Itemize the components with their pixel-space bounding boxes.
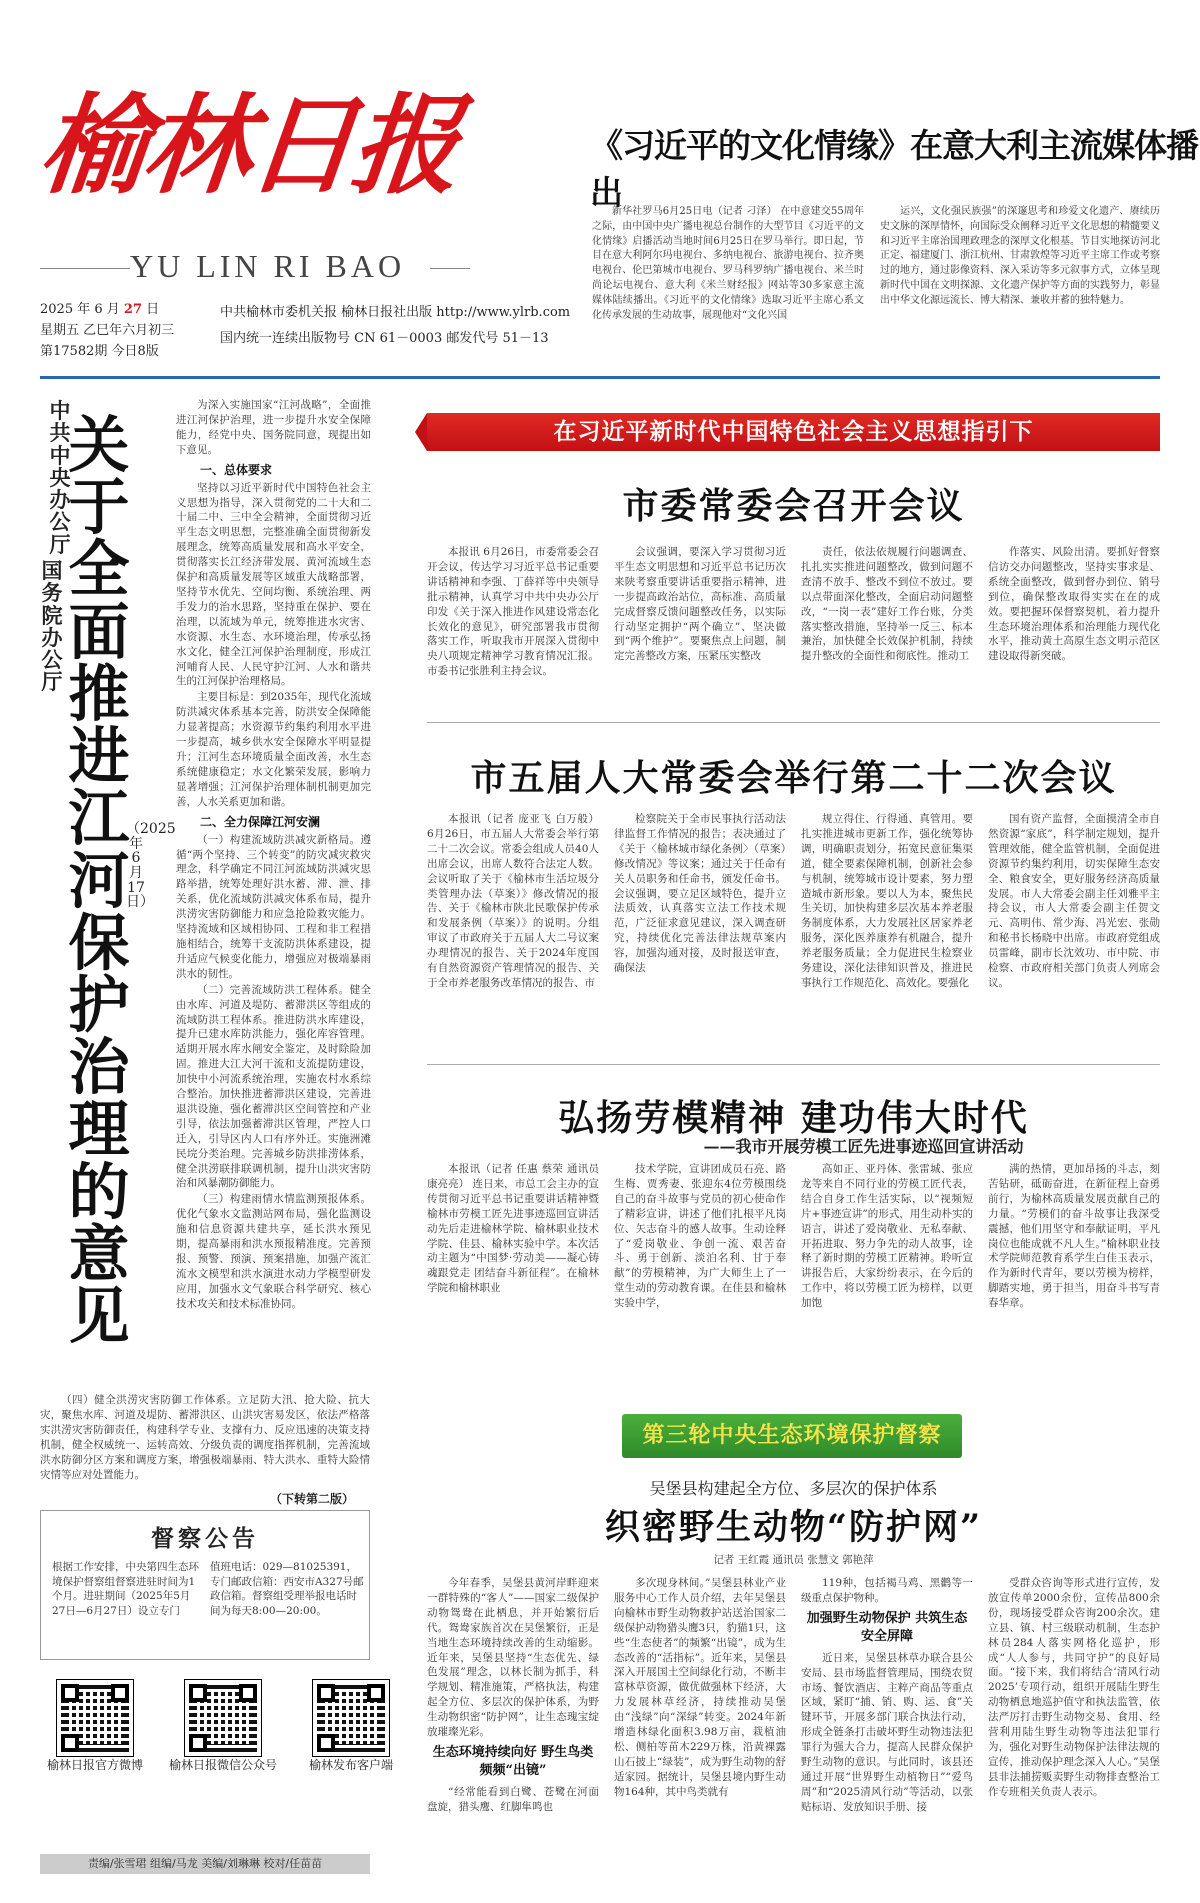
qr-code-icon[interactable] [57,1680,133,1756]
cn-line: 国内统一连续出版物号 CN 61－0003 邮发代号 51－13 [220,331,549,346]
date-suffix: 日 [146,302,160,317]
story-b-col: 本报讯（记者 庞亚飞 白万般） 6月26日，市五届人大常委会举行第二十二次会议。常委会组成人员40人出席会议，出席人数符合法定人数。会议听取了关于《榆林市生活垃圾分类管理办法（草案）》修改情况的报告、关于《榆林市陕北民歌保护传承和发展条例（草案）》的说明。分组审议了市政府关于五届人大二号议案办理情况的报告、关于2024年度国有自然资源资产管理情况的报告、关于全市养老服务改革情况的报告、市 [427,813,599,989]
divider [430,268,470,269]
divider [427,1064,1160,1065]
qr-caption: 榆林发布客户端 [308,1758,393,1772]
qr-code-icon[interactable] [313,1680,389,1756]
paragraph: 119种，包括褐马鸡、黑鹳等一级重点保护物种。 [801,1577,973,1604]
issuer-col2: 国务院办公厅 [41,558,63,695]
qr-item[interactable] [296,1680,406,1773]
article-body [176,398,371,1313]
notice-text-right: 值班电话：029—81025391，专门邮政信箱：西安市A327号邮政信箱。督察组受理举报电话时间为每天8:00—20:00。 [210,1561,364,1618]
issuer-col1: 中共中央办公厅 [49,398,71,557]
paragraph: 坚持以习近平新时代中国特色社会主义思想为指导，深入贯彻党的二十大和二十届二中、三中全会精神，全面贯彻习近平生态文明思想，完整准确全面贯彻新发展理念，统筹高质量发展和高水平安全，贯彻落实长江经济带发展、黄河流域生态保护和高质量发展等区域重大战略部署，坚持节水优先、空间均衡、系统治理、两手发力的治水思路，坚持重在保护、要在治理，以流域为单元，统筹推进水灾害、水资源、水生态、水环境治理，传承弘扬水文化，健全江河保护治理制度，形成江河哺育人民、人民守护江河、人水和谐共生的江河保护治理格局。 [176,481,371,688]
date-day: 27 [123,302,142,317]
qr-group [40,1680,406,1773]
section-heading: 一、总体要求 [200,462,273,477]
story-d-subtitle: 吴堡县构建起全方位、多层次的保护体系 [649,1479,938,1498]
publisher-line: 中共榆林市委机关报 榆林日报社出版 http://www.ylrb.com [220,305,571,320]
story-d-col: 多次现身林间。”吴堡县林业产业服务中心工作人员介绍，去年吴堡县向榆林市野生动物救护站送治国家二级保护动物猎头鹰3只，豹猫1只，这些“生态使者”的频繁“出镜”，成为生态改善的“活指标”。近年来，吴堡县深入开展国土空间绿化行动，不断丰富林草资源，做优做强林下经济，大力发展林草经济，持续推动吴堡由“浅绿”向“深绿”转变。2024年新增造林绿化面积3.98万亩，栽植油松、侧柏等苗木229万株，沿黄裸露山石披上“绿装”，成为野生动物的舒适家园。据统计，吴堡县境内野生动物164种，其中鸟类就有 [614,1577,786,1798]
article-body-bottom [40,1393,370,1483]
story-c-col: 高如正、亚丹体、张雷城、张应龙等来自不同行业的劳模工匠代表，结合自身工作生活实际，以“视频短片+事迹宣讲”的形式，用生动朴实的语言，讲述了爱岗敬业、无私奉献、开拓进取、努力争先的动人故事，诠释了新时期的劳模工匠精神。聆听宣讲报告后，大家纷纷表示，在今后的工作中，将以劳模工匠为榜样，以更加饱 [801,1163,973,1310]
top-headline[interactable]: 《习近平的文化情缘》在意大利主流媒体播出 [590,126,1198,212]
date-block [40,300,174,362]
paragraph: 主要目标是：到2035年，现代化流域防洪减灾体系基本完善，防洪安全保障能力显著提高；水资源节约集约利用水平进一步提高，城乡供水安全保障水平明显提升；江河生态环境质量全面改善，水生态系统健康稳定；水文化繁荣发展，影响力显著增强；江河保护治理体制机制更加完善，人水关系更加和谐。 [176,691,371,808]
story-d-col: 受群众咨询等形式进行宣传，发放宣传单2000余份，宣传品800余份，现场接受群众咨询200余次。建立县、镇、村三级联动机制，生态护林员284人落实网格化巡护，形成“人人参与，共同守护”的良好局面。“接下来，我们将结合‘清风行动2025’专项行动，组织开展陆生野生动物栖息地巡护值守和执法监管，依法严厉打击野生动物交易、食用、经营利用陆生野生动物等违法犯罪行为，强化对野生动物保护法律法规的宣传，推动保护理念深入人心。”吴堡县非法捕捞贩卖野生动物排查整治工作专班相关负责人表示。 [988,1577,1160,1798]
paragraph: （四）健全洪涝灾害防御工作体系。立足防大汛、抢大险、抗大灾，聚焦水库、河道及堤防、蓄滞洪区、山洪灾害易发区，依法严格落实洪涝灾害防御责任，构建科学专业、支撑有力、反应迅速的决策支持机制，健全权威统一、运转高效、分级负责的调度指挥机制，完善流域洪水防御分区方案和调度方案，增强极端暴雨、特大洪水、重特大险情灾情等应对处置能力。 [40,1394,370,1481]
logo-text: 榆林日报 [33,83,463,209]
paragraph: （二）完善流域防洪工程体系。健全由水库、河道及堤防、蓄滞洪区等组成的流域防洪工程体系。推进防洪水库建设，提升已建水库防洪能力，强化库容管理。适期开展水库水闸安全鉴定，及时除险加固。推进大江大河干流和支流提防建设，加快中小河流系统治理，实施农村水系综合整治。加快推进蓄滞洪区建设，完善进退洪设施，强化蓄滞洪区空间管控和产业引导，依法加强蓄滞洪区管理，严控人口迁入，引导区内人口有序外迁。实施洲滩民垸分类治理。完善城乡防洪排涝体系，健全洪涝联排联调机制，提升山洪灾害防治和风暴潮防御能力。 [176,983,371,1190]
intro-paragraph: 为深入实施国家“江河战略”，全面推进江河保护治理，进一步提升水安全保障能力，经党中央、国务院同意，现提出如下意见。 [176,399,371,456]
story-a-headline[interactable]: 市委常委会召开会议 [622,485,965,527]
paragraph: （一）构建流域防洪减灾新格局。遵循“两个坚持、三个转变”的防灾减灾救灾理念，科学确定不同江河流域防洪减灾思路举措，统筹处理好洪水蓄、滞、泄、排关系，优化流域防洪减灾体系布局，提升洪涝灾害防御能力和应急抢险救灾能力。坚持流域和区域相协同、工程和非工程措施相结合，统筹干支流防洪体系建设，提升适应气候变化能力，增强应对极端暴雨洪水的韧性。 [176,833,371,980]
paragraph: 今年春季，吴堡县黄河岸畔迎来一群特殊的“客人”——国家二级保护动物鸳鸯在此栖息，并开始繁衍后代。鸳鸯家族首次在吴堡繁衍，正是当地生态环境持续改善的生动缩影。近年来，吴堡县坚持“生态优先、绿色发展”理念，以林长制为抓手，科学规划、精准施策，严格执法，构建起全方位、多层次的保护体系，为野生动物织密“防护网”，让生态瑰宝绽放璀璨光彩。 [427,1577,599,1739]
story-c-headline[interactable]: 弘扬劳模精神 建功伟大时代 [558,1097,1029,1139]
paragraph: 近日来，吴堡县林草办联合县公安局、县市场监督管理局，围绕农贸市场、餐饮酒店、主粹产商品等重点区域，紧盯“捕、销、购、运、食”关键环节，开展多部门联合执法行动，形成全链条打击破坏野生动物违法犯罪行为强大合力，提高人民群众保护野生动物的意识。与此同时，该县还通过开展“世界野生动植物日”“爱鸟周”和“2025清风行动”等活动，以张贴标语、发放知识手册、接 [801,1651,973,1813]
story-a-col: 责任，依法依规履行问题调查、扎扎实实推进问题整改，做到问题不查清不放手、整改不到位不放过。要以点带面深化整改，全面启动问题整改，“一岗一表”建好工作台账，分类落实整改措施，坚持举一反三、标本兼治，加快健全长效保护机制，持续提升整改的全面性和彻底性。推动工 [801,546,973,663]
story-c-col: 满的热情，更加昂扬的斗志，刻苦钻研，砥砺奋进，在新征程上奋勇前行，为榆林高质量发展贡献自己的力量。“劳模们的奋斗故事让我深受震撼，他们用坚守和奉献证明，平凡岗位也能成就不凡人生。”榆林职业技术学院师范教育系学生白佳玉表示，作为新时代青年，要以劳模为榜样，脚踏实地，勇于担当，用奋斗书写青春华章。 [988,1163,1160,1310]
story-c-col: 技术学院，宣讲团成员石亮、路生梅、贾秀妻、张迎东4位劳模围绕自己的奋斗故事与党员的初心使命作了精彩宣讲，讲述了他们扎根平凡岗位、矢志奋斗的感人故事。生动诠释了“爱岗敬业、争创一流、艰苦奋斗、勇于创新、淡泊名利、甘于奉献”的劳模精神，为广大师生上了一堂生动的劳动教育课。在佳县和榆林实验中学， [614,1163,786,1310]
publication-info [220,300,570,352]
logo-pinyin: YU LIN RI BAO [130,248,406,284]
story-b-col: 规立得住、行得通、真管用。要扎实推进城市更新工作，强化统筹协调，明确职责划分，拓宽民意征集渠道，健全要素保障机制，创新社会参与机制，统筹城市设计要素，努力塑造城市新形象。要以人为本，聚焦民生关切，加快构建多层次基本养老服务制度体系，大力发展社区居家养老服务，深化医养康养有机融合，提升养老服务质量；全力促进民生检察业务建设，深化法律知识普及，推进民事执行工作规范化、高效化。要强化 [801,813,973,989]
story-b-headline[interactable]: 市五届人大常委会举行第二十二次会议 [470,757,1117,799]
top-story-col1: 新华社罗马6月25日电（记者 刁泽） 在中意建交55周年之际，由中国中央广播电视总台制作的大型节目《习近平的文化情缘》启播活动当地时间6月25日在罗马举行。即日起，节目在意大利阿尔玛电视台、多纳电视台、旅游电视台、拉齐奥电视台、伦巴第城市电视台、罗马科罗纳广播电视台、米兰时尚论坛电视台、意大利《米兰财经报》网站等30多家意主流媒体陆续播出。《习近平的文化情缘》选取习近平主席心系文化传承发展的生动故事，展现他对“文化兴国 [592,206,864,321]
story-a-col: 作落实、风险出清。要抓好督察信访交办问题整改，坚持实事求是、系统全面整改，做到督办到位、销号到位，确保整改取得实实在在的成效。要把握环保督察契机，着力提升生态环境治理体系和治理能力现代化水平，推动黄土高原生态文明示范区建设取得新突破。 [988,546,1160,663]
notice-title: 督察公告 [151,1525,259,1552]
story-c-subhead: ——我市开展劳模工匠先进事迹巡回宣讲活动 [703,1137,1024,1156]
story-b-col: 国有资产监督，全面摸清全市自然资源“家底”，科学制定规划，提升管理效能，健全监管机制，全面促进资源节约集约利用，切实保障生态安全、粮食安全，更好服务经济高质量发展。市人大常委会副主任刘雅平主持会议，市人大常委会副主任贺文元、高明伟、常少海、冯光宏、张勋和秘书长杨晓中出席。市政府党组成员雷峰，副市长沈效功、市中院、市检察、市政府相关部门负责人列席会议。 [988,813,1160,989]
qr-code-icon[interactable] [185,1680,261,1756]
story-d-headline[interactable]: 织密野生动物“防护网” [604,1507,983,1548]
qr-caption: 榆林日报官方微博 [46,1758,143,1772]
qr-item[interactable] [168,1680,278,1773]
masthead-rule [40,376,1160,379]
story-b-col: 检察院关于全市民事执行活动法律监督工作情况的报告；表决通过了《关于〈榆林城市绿化条例〉（草案）修改情况》等议案；通过关于任命有关人员职务和任命书，颁发任命书。会议强调，要立足区域特色，提升立法质效，认真落实立法工作技术规范，广泛征求意见建议，深入调查研究，持续优化完善法律法规草案内容，加强沟通对接，及时报送审查，确保法 [614,813,786,975]
story-c-col: 本报讯（记者 任惠 蔡荣 通讯员 康亮亮） 连日来，市总工会主办的宣传贯彻习近平总书记重要讲话精神暨榆林市劳模工匠先进事迹巡回宣讲活动先后走进榆林学院、榆林职业技术学院、佳县、榆林实验中学。本次活动主题为“中国梦·劳动美——凝心铸魂跟党走 团结奋斗新征程”。在榆林学院和榆林职业 [427,1163,599,1295]
section-heading: 二、全力保障江河安澜 [200,814,321,829]
eco-supervision-banner: 第三轮中央生态环境保护督察 [622,1414,962,1458]
issue-line: 第17582期 今日8版 [40,343,159,359]
paragraph: “经常能看到白鹭、苍鹭在河面盘旋，猎头鹰、红脚隼鸣也 [427,1785,599,1813]
story-d-col [801,1576,973,1816]
qr-caption: 榆林日报微信公众号 [168,1758,277,1772]
story-d-subheading: 加强野生动物保护 共筑生态安全屏障 [806,1610,968,1645]
weekday-line: 星期五 乙巳年六月初三 [40,322,175,338]
paragraph: （三）构建雨情水情监测预报体系。优化气象水文监测站网布局，强化监测设施和信息资源共建共享，延长洪水预见期，提高暴雨和洪水预报精准度。完善预报、预警、预演、预案措施，加强产流汇流水文模型和洪水演进水动力学模型研发应用，加强水文气象联合科学研究、核心技术攻关和技术标准协同。 [176,1193,371,1310]
story-d-subheading: 生态环境持续向好 野生鸟类频频“出镜” [432,1744,594,1779]
editor-credits: 责编/张雪珺 组编/马龙 美编/刘琳琳 校对/任苗苗 [40,1854,370,1874]
date-line: 2025 年 6 月 [40,302,120,317]
divider [40,268,130,269]
notice-text-left: 根据工作安排，中央第四生态环境保护督察组督察进驻时间为1个月。进驻期间（2025年5月27日—6月27日）设立专门 [52,1561,199,1618]
continued-note[interactable]: （下转第二版） [270,1492,355,1506]
section-banner: 在习近平新时代中国特色社会主义思想指引下 [427,413,1160,451]
newspaper-logo [33,83,463,262]
story-a-col: 本报讯 6月26日，市委常委会召开会议，传达学习习近平总书记重要讲话精神和李强、丁薛祥等中央领导批示精神，认真学习中共中央办公厅印发《关于深入推进作风建设常态化长效化的意见》，研究部署我市贯彻落实工作，听取我市开展深入贯彻中央八项规定精神学习教育情况汇报。市委书记张胜利主持会议。 [427,546,599,678]
article-title[interactable]: 关于全面推进江河保护治理的意见 [68,410,130,1353]
article-date: （2025年6月17日） [126,821,176,911]
story-d-byline: 记者 王红霞 通讯员 张慧文 郭艳萍 [713,1554,874,1566]
divider [427,722,1160,723]
top-story-col2: 运兴，文化强民族强”的深邃思考和珍爱文化遗产、赓续历史文脉的深厚情怀，向国际受众阐释习近平文化思想的精髓要义和习近平主席治国理政理念的深厚文化根基。节目实地探访河北正定、福建厦门、浙江杭州、甘肃敦煌等习近平主席工作或考察过的地方，通过影像资料、深入采访等多元叙事方式，立体呈现新时代中国在文明探源、文化遗产保护等方面的实践努力，彰显出中华文化源远流长、博大精深、兼收并蓄的独特魅力。 [880,206,1160,306]
story-a-col: 会议强调，要深入学习贯彻习近平生态文明思想和习近平总书记历次来陕考察重要讲话重要指示精神，进一步提高政治站位，高标准、高质量完成督察反馈问题整改任务，以实际行动坚定拥护“两个确立”、坚决做到“两个维护”。要聚焦点上问题，制定完善整改方案，压紧压实整改 [614,546,786,663]
story-d-col [427,1576,599,1816]
qr-item[interactable] [40,1680,150,1773]
